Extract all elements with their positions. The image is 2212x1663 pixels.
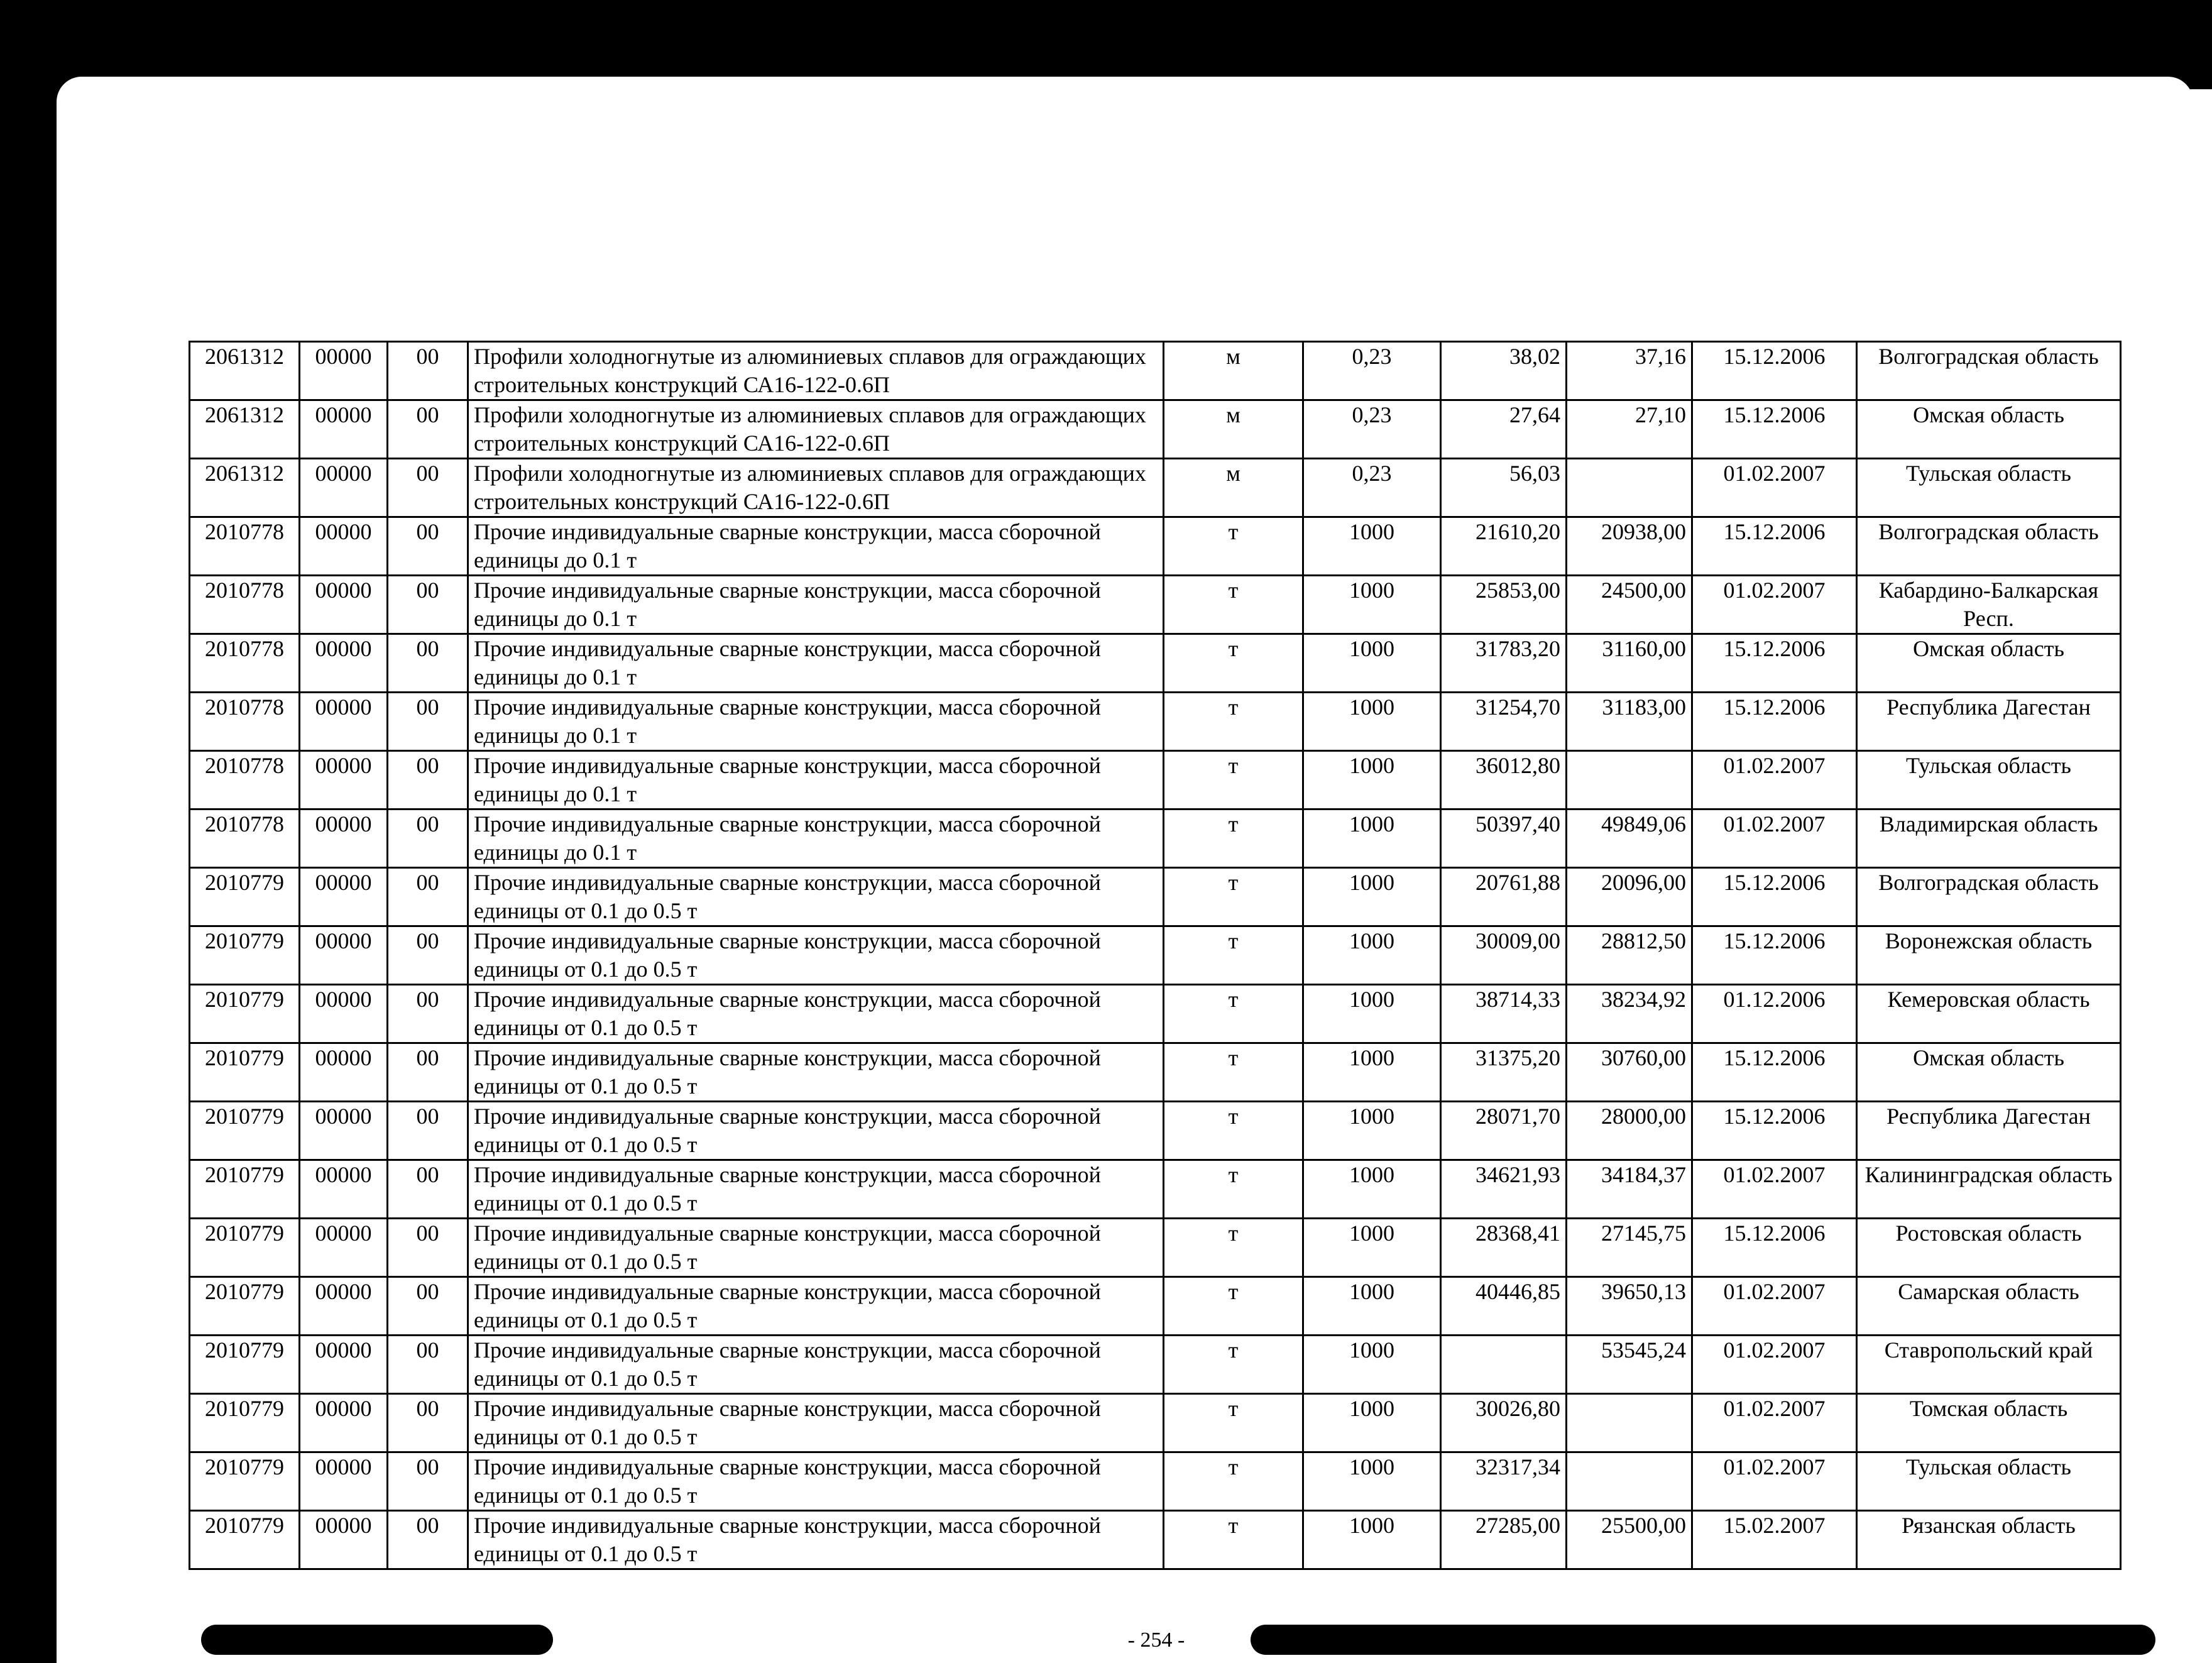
cell-price-2: 34184,37 (1567, 1160, 1692, 1219)
cell-quantity: 1000 (1303, 1160, 1441, 1219)
cell-unit: т (1164, 517, 1303, 576)
cell-quantity: 0,23 (1303, 342, 1441, 400)
cell-date: 15.12.2006 (1692, 693, 1857, 751)
cell-code: 2010779 (190, 985, 300, 1043)
cell-class: 00 (388, 868, 468, 926)
cell-description: Прочие индивидуальные сварные конструкции, масса сборочной единицы от 0.1 до 0.5 т (468, 1219, 1164, 1277)
cell-quantity: 1000 (1303, 926, 1441, 985)
cell-quantity: 1000 (1303, 985, 1441, 1043)
cell-code: 2010778 (190, 751, 300, 810)
cell-subcode: 00000 (300, 1277, 388, 1336)
cell-quantity: 1000 (1303, 1336, 1441, 1394)
cell-quantity: 1000 (1303, 693, 1441, 751)
cell-date: 15.12.2006 (1692, 1043, 1857, 1102)
cell-class: 00 (388, 634, 468, 693)
cell-subcode: 00000 (300, 985, 388, 1043)
cell-region: Томская область (1857, 1394, 2121, 1452)
table-row (190, 693, 2121, 751)
cell-unit: т (1164, 576, 1303, 634)
cell-description: Прочие индивидуальные сварные конструкции, масса сборочной единицы до 0.1 т (468, 517, 1164, 576)
cell-price-1: 31783,20 (1441, 634, 1567, 693)
cell-date: 01.02.2007 (1692, 1160, 1857, 1219)
cell-price-1: 50397,40 (1441, 810, 1567, 868)
cell-region: Волгоградская область (1857, 342, 2121, 400)
cell-description: Прочие индивидуальные сварные конструкции, масса сборочной единицы от 0.1 до 0.5 т (468, 1102, 1164, 1160)
cell-class: 00 (388, 1452, 468, 1511)
cell-description: Прочие индивидуальные сварные конструкции, масса сборочной единицы от 0.1 до 0.5 т (468, 1452, 1164, 1511)
cell-unit: т (1164, 810, 1303, 868)
cell-class: 00 (388, 751, 468, 810)
cell-unit: т (1164, 868, 1303, 926)
cell-region: Омская область (1857, 400, 2121, 459)
cell-code: 2010779 (190, 1394, 300, 1452)
cell-price-2: 31160,00 (1567, 634, 1692, 693)
cell-price-2 (1567, 1452, 1692, 1511)
cell-region: Волгоградская область (1857, 868, 2121, 926)
cell-unit: т (1164, 751, 1303, 810)
cell-unit: т (1164, 985, 1303, 1043)
table-row (190, 985, 2121, 1043)
table-row (190, 1336, 2121, 1394)
cell-code: 2010779 (190, 1043, 300, 1102)
cell-quantity: 0,23 (1303, 459, 1441, 517)
cell-code: 2010778 (190, 576, 300, 634)
cell-class: 00 (388, 1219, 468, 1277)
cell-description: Прочие индивидуальные сварные конструкции, масса сборочной единицы от 0.1 до 0.5 т (468, 1277, 1164, 1336)
cell-date: 01.02.2007 (1692, 1336, 1857, 1394)
cell-code: 2010779 (190, 1102, 300, 1160)
cell-date: 01.02.2007 (1692, 810, 1857, 868)
cell-region: Волгоградская область (1857, 517, 2121, 576)
cell-date: 15.12.2006 (1692, 868, 1857, 926)
cell-price-2 (1567, 1394, 1692, 1452)
cell-code: 2010778 (190, 693, 300, 751)
cell-quantity: 1000 (1303, 1219, 1441, 1277)
cell-code: 2010778 (190, 517, 300, 576)
table-row (190, 1394, 2121, 1452)
cell-price-1: 28071,70 (1441, 1102, 1567, 1160)
cell-price-1: 27285,00 (1441, 1511, 1567, 1569)
cell-code: 2010779 (190, 1277, 300, 1336)
cell-price-1: 25853,00 (1441, 576, 1567, 634)
cell-date: 01.02.2007 (1692, 751, 1857, 810)
cell-price-1: 21610,20 (1441, 517, 1567, 576)
cell-price-1: 31254,70 (1441, 693, 1567, 751)
cell-subcode: 00000 (300, 1394, 388, 1452)
cell-class: 00 (388, 576, 468, 634)
cell-region: Тульская область (1857, 751, 2121, 810)
cell-class: 00 (388, 517, 468, 576)
cell-price-2: 53545,24 (1567, 1336, 1692, 1394)
cell-date: 15.12.2006 (1692, 1102, 1857, 1160)
cell-class: 00 (388, 1102, 468, 1160)
cell-class: 00 (388, 342, 468, 400)
cell-unit: т (1164, 1102, 1303, 1160)
cell-code: 2010779 (190, 1452, 300, 1511)
table-row (190, 1511, 2121, 1569)
cell-price-2: 37,16 (1567, 342, 1692, 400)
table-row (190, 751, 2121, 810)
table-row (190, 342, 2121, 400)
cell-subcode: 00000 (300, 400, 388, 459)
cell-date: 01.02.2007 (1692, 576, 1857, 634)
cell-price-1: 20761,88 (1441, 868, 1567, 926)
cell-class: 00 (388, 1511, 468, 1569)
cell-date: 15.02.2007 (1692, 1511, 1857, 1569)
cell-price-2: 20938,00 (1567, 517, 1692, 576)
cell-subcode: 00000 (300, 751, 388, 810)
cell-price-2: 25500,00 (1567, 1511, 1692, 1569)
cell-quantity: 1000 (1303, 1452, 1441, 1511)
cell-code: 2010779 (190, 1160, 300, 1219)
cell-unit: м (1164, 400, 1303, 459)
table-row (190, 1160, 2121, 1219)
cell-code: 2010779 (190, 1219, 300, 1277)
cell-class: 00 (388, 1394, 468, 1452)
cell-unit: т (1164, 1043, 1303, 1102)
cell-price-1: 36012,80 (1441, 751, 1567, 810)
cell-price-2 (1567, 751, 1692, 810)
cell-region: Владимирская область (1857, 810, 2121, 868)
table-row (190, 576, 2121, 634)
cell-unit: т (1164, 693, 1303, 751)
cell-description: Прочие индивидуальные сварные конструкции, масса сборочной единицы от 0.1 до 0.5 т (468, 1160, 1164, 1219)
cell-price-2: 27145,75 (1567, 1219, 1692, 1277)
cell-subcode: 00000 (300, 1102, 388, 1160)
cell-quantity: 1000 (1303, 517, 1441, 576)
cell-unit: т (1164, 1511, 1303, 1569)
cell-description: Прочие индивидуальные сварные конструкции, масса сборочной единицы до 0.1 т (468, 751, 1164, 810)
cell-class: 00 (388, 810, 468, 868)
cell-price-2: 31183,00 (1567, 693, 1692, 751)
cell-class: 00 (388, 1043, 468, 1102)
cell-price-2: 28000,00 (1567, 1102, 1692, 1160)
cell-quantity: 1000 (1303, 576, 1441, 634)
cell-unit: т (1164, 1219, 1303, 1277)
table-row (190, 1043, 2121, 1102)
cell-code: 2061312 (190, 459, 300, 517)
cell-code: 2010778 (190, 810, 300, 868)
cell-description: Прочие индивидуальные сварные конструкции, масса сборочной единицы от 0.1 до 0.5 т (468, 1043, 1164, 1102)
cell-subcode: 00000 (300, 1219, 388, 1277)
cell-subcode: 00000 (300, 576, 388, 634)
table-row (190, 926, 2121, 985)
cell-description: Прочие индивидуальные сварные конструкции, масса сборочной единицы от 0.1 до 0.5 т (468, 1394, 1164, 1452)
cell-price-1: 56,03 (1441, 459, 1567, 517)
table-row (190, 400, 2121, 459)
cell-unit: т (1164, 634, 1303, 693)
cell-unit: т (1164, 1336, 1303, 1394)
cell-region: Республика Дагестан (1857, 693, 2121, 751)
table-row (190, 868, 2121, 926)
cell-description: Профили холодногнутые из алюминиевых сплавов для ограждающих строительных конструкций СА16-122-0.6П (468, 400, 1164, 459)
cell-quantity: 1000 (1303, 1102, 1441, 1160)
cell-subcode: 00000 (300, 517, 388, 576)
cell-unit: м (1164, 459, 1303, 517)
cell-region: Рязанская область (1857, 1511, 2121, 1569)
cell-date: 15.12.2006 (1692, 342, 1857, 400)
cell-price-2: 38234,92 (1567, 985, 1692, 1043)
cell-price-2: 24500,00 (1567, 576, 1692, 634)
cell-code: 2010779 (190, 868, 300, 926)
cell-region: Тульская область (1857, 459, 2121, 517)
cell-date: 15.12.2006 (1692, 926, 1857, 985)
cell-class: 00 (388, 1160, 468, 1219)
cell-price-1: 31375,20 (1441, 1043, 1567, 1102)
cell-subcode: 00000 (300, 926, 388, 985)
cell-region: Калининградская область (1857, 1160, 2121, 1219)
cell-date: 15.12.2006 (1692, 1219, 1857, 1277)
table-row (190, 634, 2121, 693)
cell-date: 15.12.2006 (1692, 400, 1857, 459)
table-body (190, 342, 2121, 1569)
cell-price-1: 27,64 (1441, 400, 1567, 459)
cell-region: Тульская область (1857, 1452, 2121, 1511)
table-row (190, 1219, 2121, 1277)
cell-description: Прочие индивидуальные сварные конструкции, масса сборочной единицы до 0.1 т (468, 693, 1164, 751)
cell-unit: т (1164, 926, 1303, 985)
cell-code: 2061312 (190, 342, 300, 400)
cell-subcode: 00000 (300, 634, 388, 693)
scan-artifact-bar-right (1251, 1625, 2155, 1655)
cell-region: Омская область (1857, 1043, 2121, 1102)
cell-region: Самарская область (1857, 1277, 2121, 1336)
cell-class: 00 (388, 1336, 468, 1394)
cell-class: 00 (388, 693, 468, 751)
cell-class: 00 (388, 926, 468, 985)
cell-date: 01.02.2007 (1692, 1277, 1857, 1336)
cell-quantity: 1000 (1303, 1277, 1441, 1336)
cell-description: Профили холодногнутые из алюминиевых сплавов для ограждающих строительных конструкций СА16-122-0.6П (468, 459, 1164, 517)
cell-price-1: 40446,85 (1441, 1277, 1567, 1336)
cell-description: Прочие индивидуальные сварные конструкции, масса сборочной единицы от 0.1 до 0.5 т (468, 985, 1164, 1043)
cell-quantity: 1000 (1303, 868, 1441, 926)
cell-class: 00 (388, 400, 468, 459)
table-row (190, 1452, 2121, 1511)
cell-class: 00 (388, 985, 468, 1043)
cell-region: Омская область (1857, 634, 2121, 693)
cell-region: Кемеровская область (1857, 985, 2121, 1043)
cell-subcode: 00000 (300, 1160, 388, 1219)
cell-price-2: 49849,06 (1567, 810, 1692, 868)
cell-subcode: 00000 (300, 459, 388, 517)
cell-price-2: 39650,13 (1567, 1277, 1692, 1336)
cell-code: 2010779 (190, 1336, 300, 1394)
cell-region: Республика Дагестан (1857, 1102, 2121, 1160)
cell-unit: м (1164, 342, 1303, 400)
cell-description: Прочие индивидуальные сварные конструкции, масса сборочной единицы до 0.1 т (468, 576, 1164, 634)
cell-code: 2061312 (190, 400, 300, 459)
table-row (190, 517, 2121, 576)
cell-unit: т (1164, 1277, 1303, 1336)
cell-region: Воронежская область (1857, 926, 2121, 985)
cell-subcode: 00000 (300, 810, 388, 868)
cell-description: Прочие индивидуальные сварные конструкции, масса сборочной единицы от 0.1 до 0.5 т (468, 1336, 1164, 1394)
table-row (190, 459, 2121, 517)
cell-unit: т (1164, 1452, 1303, 1511)
table-row (190, 1102, 2121, 1160)
cell-quantity: 0,23 (1303, 400, 1441, 459)
page-number: - 254 - (1127, 1628, 1185, 1652)
cell-description: Прочие индивидуальные сварные конструкции, масса сборочной единицы до 0.1 т (468, 634, 1164, 693)
cell-subcode: 00000 (300, 1511, 388, 1569)
cell-subcode: 00000 (300, 693, 388, 751)
cell-price-2 (1567, 459, 1692, 517)
table-row (190, 1277, 2121, 1336)
cell-date: 15.12.2006 (1692, 634, 1857, 693)
cell-quantity: 1000 (1303, 1394, 1441, 1452)
table-row (190, 810, 2121, 868)
cell-quantity: 1000 (1303, 634, 1441, 693)
cell-code: 2010779 (190, 926, 300, 985)
cell-subcode: 00000 (300, 342, 388, 400)
cell-price-2: 30760,00 (1567, 1043, 1692, 1102)
cell-description: Профили холодногнутые из алюминиевых сплавов для ограждающих строительных конструкций СА16-122-0.6П (468, 342, 1164, 400)
cell-quantity: 1000 (1303, 1511, 1441, 1569)
price-table (189, 341, 2122, 1570)
cell-price-1 (1441, 1336, 1567, 1394)
cell-unit: т (1164, 1394, 1303, 1452)
cell-quantity: 1000 (1303, 751, 1441, 810)
cell-price-1: 38714,33 (1441, 985, 1567, 1043)
cell-price-2: 20096,00 (1567, 868, 1692, 926)
cell-region: Кабардино-Балкарская Респ. (1857, 576, 2121, 634)
cell-date: 15.12.2006 (1692, 517, 1857, 576)
cell-class: 00 (388, 1277, 468, 1336)
cell-quantity: 1000 (1303, 810, 1441, 868)
scan-artifact-bar-left (201, 1625, 553, 1655)
cell-date: 01.02.2007 (1692, 1394, 1857, 1452)
cell-price-1: 38,02 (1441, 342, 1567, 400)
cell-subcode: 00000 (300, 868, 388, 926)
page-edge (2193, 163, 2212, 1663)
cell-price-1: 30026,80 (1441, 1394, 1567, 1452)
cell-date: 01.02.2007 (1692, 459, 1857, 517)
cell-price-2: 27,10 (1567, 400, 1692, 459)
cell-description: Прочие индивидуальные сварные конструкции, масса сборочной единицы до 0.1 т (468, 810, 1164, 868)
cell-unit: т (1164, 1160, 1303, 1219)
cell-class: 00 (388, 459, 468, 517)
cell-quantity: 1000 (1303, 1043, 1441, 1102)
cell-region: Ростовская область (1857, 1219, 2121, 1277)
cell-subcode: 00000 (300, 1452, 388, 1511)
cell-description: Прочие индивидуальные сварные конструкции, масса сборочной единицы от 0.1 до 0.5 т (468, 926, 1164, 985)
cell-price-1: 28368,41 (1441, 1219, 1567, 1277)
cell-code: 2010778 (190, 634, 300, 693)
cell-price-1: 30009,00 (1441, 926, 1567, 985)
cell-date: 01.02.2007 (1692, 1452, 1857, 1511)
cell-subcode: 00000 (300, 1043, 388, 1102)
cell-region: Ставропольский край (1857, 1336, 2121, 1394)
cell-price-2: 28812,50 (1567, 926, 1692, 985)
cell-price-1: 32317,34 (1441, 1452, 1567, 1511)
cell-date: 01.12.2006 (1692, 985, 1857, 1043)
cell-description: Прочие индивидуальные сварные конструкции, масса сборочной единицы от 0.1 до 0.5 т (468, 1511, 1164, 1569)
cell-price-1: 34621,93 (1441, 1160, 1567, 1219)
cell-code: 2010779 (190, 1511, 300, 1569)
cell-subcode: 00000 (300, 1336, 388, 1394)
cell-description: Прочие индивидуальные сварные конструкции, масса сборочной единицы от 0.1 до 0.5 т (468, 868, 1164, 926)
